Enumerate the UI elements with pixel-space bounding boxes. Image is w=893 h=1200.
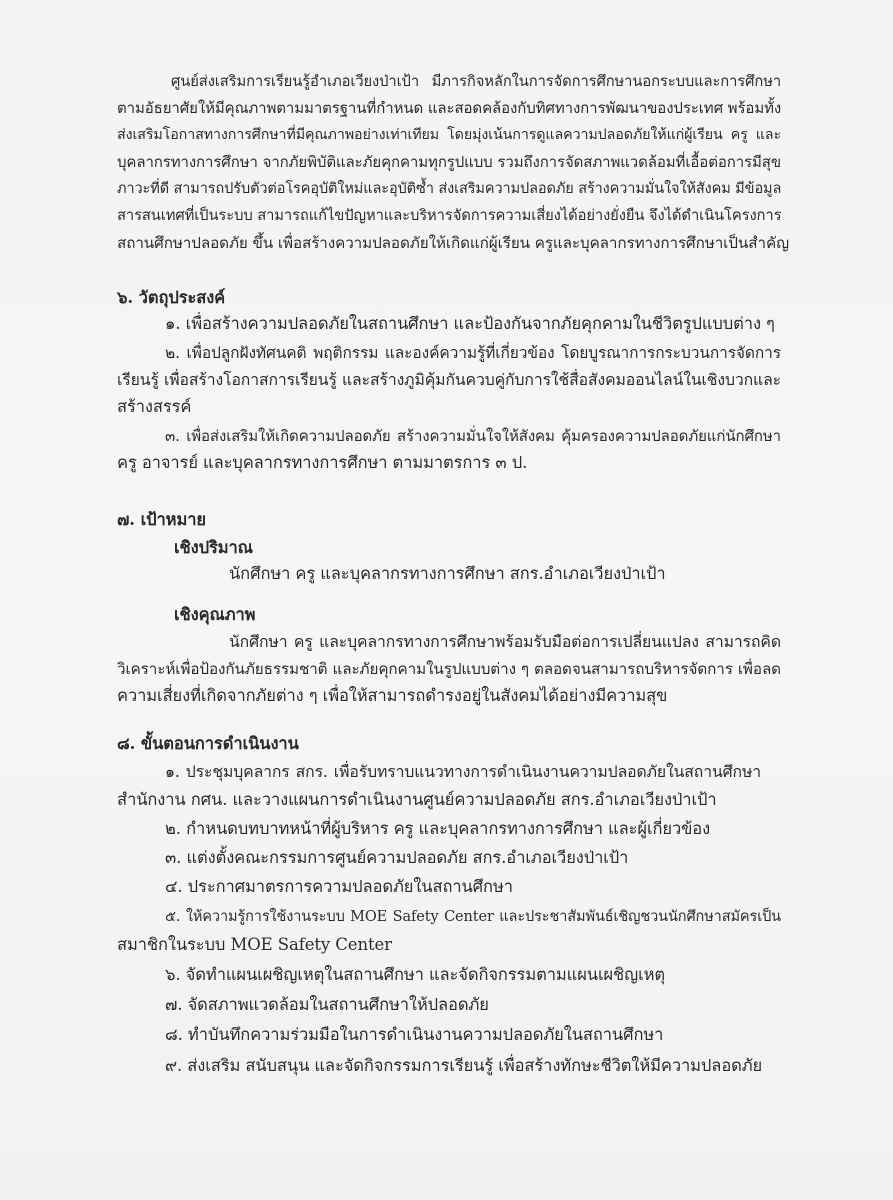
- procedure-step: ๒. กำหนดบทบาทหน้าที่ผู้บริหาร ครู และบุคลากรทางการศึกษา และผู้เกี่ยวข้อง: [165, 819, 711, 838]
- objective-item-cont: ครู อาจารย์ และบุคลากรทางการศึกษา ตามมาตรการ ๓ ป.: [117, 453, 528, 472]
- procedure-step: ๙. ส่งเสริม สนับสนุน และจัดกิจกรรมการเรียนรู้ เพื่อสร้างทักษะชีวิตให้มีความปลอดภัย: [165, 1056, 763, 1075]
- intro-line: ศูนย์ส่งเสริมการเรียนรู้อำเภอเวียงป่าเป้า มีภารกิจหลักในการจัดการศึกษานอกระบบและการศึกษา: [171, 73, 781, 90]
- objective-item: ๑. เพื่อสร้างความปลอดภัยในสถานศึกษา และป้องกันจากภัยคุกคามในชีวิตรูปแบบต่าง ๆ: [165, 314, 775, 333]
- quantitative-label: เชิงปริมาณ: [174, 538, 253, 557]
- procedure-step: ๘. ทำบันทึกความร่วมมือในการดำเนินงานความปลอดภัยในสถานศึกษา: [165, 1025, 664, 1044]
- procedure-step: ๓. แต่งตั้งคณะกรรมการศูนย์ความปลอดภัย สกร.อำเภอเวียงป่าเป้า: [165, 848, 629, 867]
- procedure-step-cont: สมาชิกในระบบ MOE Safety Center: [117, 935, 392, 954]
- objective-item-cont: เรียนรู้ เพื่อสร้างโอกาสการเรียนรู้ และสร้างภูมิคุ้มกันควบคู่กับการใช้สื่อสังคมออนไลน์ในเชิงบวกและ: [117, 370, 781, 389]
- intro-line: ตามอัธยาศัยให้มีคุณภาพตามมาตรฐานที่กำหนด และสอดคล้องกับทิศทางการพัฒนาของประเทศ พร้อมทั้ง: [117, 99, 782, 117]
- targets-heading: ๗. เป้าหมาย: [117, 510, 206, 529]
- objective-item: ๒. เพื่อปลูกฝังทัศนคติ พฤติกรรม และองค์ความรู้ที่เกี่ยวข้อง โดยบูรณาการกระบวนการจัดการ: [165, 344, 781, 362]
- objective-item: ๓. เพื่อส่งเสริมให้เกิดความปลอดภัย สร้างความมั่นใจให้สังคม คุ้มครองความปลอดภัยแก่นักศึกษา: [165, 427, 781, 445]
- qualitative-text: นักศึกษา ครู และบุคลากรทางการศึกษาพร้อมรับมือต่อการเปลี่ยนแปลง สามารถคิด: [229, 632, 781, 651]
- procedure-step: ๕. ให้ความรู้การใช้งานระบบ MOE Safety Center และประชาสัมพันธ์เชิญชวนนักศึกษาสมัครเป็น: [165, 909, 781, 925]
- qualitative-text: ความเสี่ยงที่เกิดจากภัยต่าง ๆ เพื่อให้สามารถดำรงอยู่ในสังคมได้อย่างมีความสุข: [117, 686, 668, 705]
- intro-line: สารสนเทศที่เป็นระบบ สามารถแก้ไขปัญหาและบริหารจัดการความเสี่ยงได้อย่างยั่งยืน จึงได้ดำเนินโครงการ: [117, 207, 782, 224]
- intro-line: สถานศึกษาปลอดภัย ขึ้น เพื่อสร้างความปลอดภัยให้เกิดแก่ผู้เรียน ครูและบุคลากรทางการศึกษาเป็นสำคัญ: [117, 234, 789, 252]
- procedure-step-cont: สำนักงาน กศน. และวางแผนการดำเนินงานศูนย์ความปลอดภัย สกร.อำเภอเวียงป่าเป้า: [117, 790, 717, 809]
- intro-line: บุคลากรทางการศึกษา จากภัยพิบัติและภัยคุกคามทุกรูปแบบ รวมถึงการจัดสภาพแวดล้อมที่เอื้อต่อการมีสุข: [117, 153, 781, 171]
- qualitative-text: วิเคราะห์เพื่อป้องกันภัยธรรมชาติ และภัยคุกคามในรูปแบบต่าง ๆ ตลอดจนสามารถบริหารจัดการ เพื่อลด: [117, 660, 781, 678]
- quantitative-text: นักศึกษา ครู และบุคลากรทางการศึกษา สกร.อำเภอเวียงป่าเป้า: [229, 564, 666, 583]
- procedure-step: ๖. จัดทำแผนเผชิญเหตุในสถานศึกษา และจัดกิจกรรมตามแผนเผชิญเหตุ: [165, 965, 666, 984]
- procedure-step: ๔. ประกาศมาตรการความปลอดภัยในสถานศึกษา: [165, 877, 513, 896]
- objective-item-cont: สร้างสรรค์: [117, 397, 192, 416]
- objectives-heading: ๖. วัตถุประสงค์: [117, 288, 226, 307]
- intro-line: ภาวะที่ดี สามารถปรับตัวต่อโรคอุบัติใหม่และอุบัติซ้ำ ส่งเสริมความปลอดภัย สร้างความมั่นใจให้สังคม มีข้อมูล: [117, 181, 782, 197]
- procedure-heading: ๘. ขั้นตอนการดำเนินงาน: [117, 734, 299, 753]
- procedure-step: ๗. จัดสภาพแวดล้อมในสถานศึกษาให้ปลอดภัย: [165, 995, 489, 1014]
- qualitative-label: เชิงคุณภาพ: [174, 605, 256, 624]
- intro-line: ส่งเสริมโอกาสทางการศึกษาที่มีคุณภาพอย่างเท่าเทียม โดยมุ่งเน้นการดูแลความปลอดภัยให้แก่ผู้เรียน ครู และ: [117, 127, 781, 143]
- procedure-step: ๑. ประชุมบุคลากร สกร. เพื่อรับทราบแนวทางการดำเนินงานความปลอดภัยในสถานศึกษา: [165, 762, 761, 781]
